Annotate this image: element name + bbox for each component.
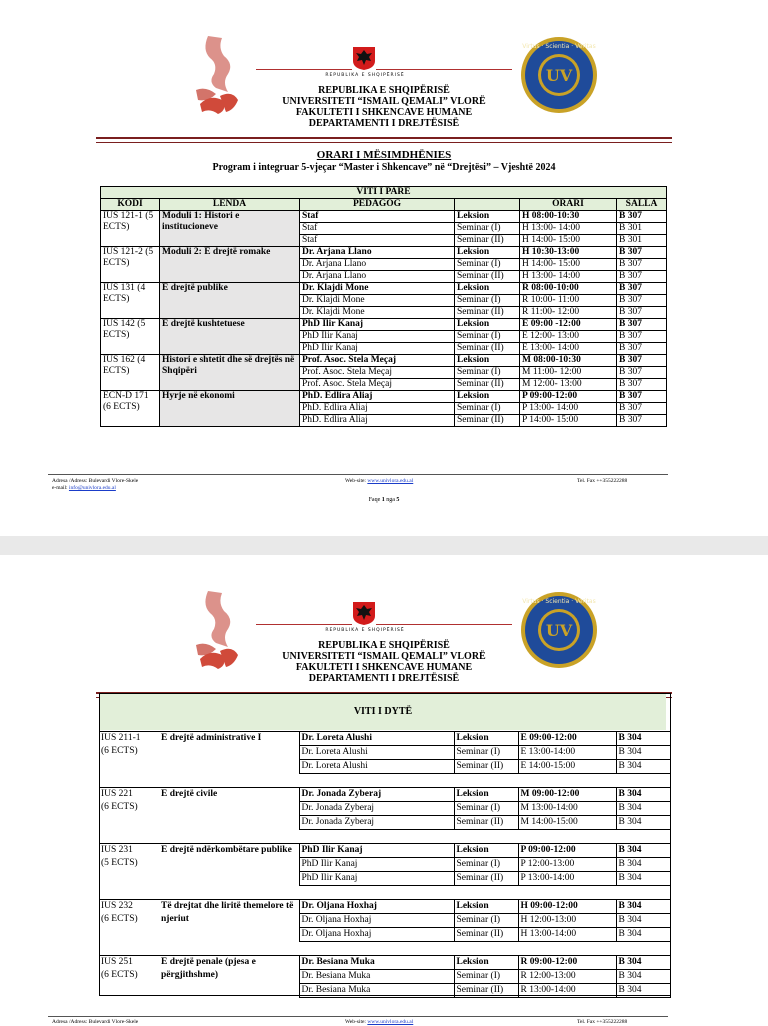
- table-row: [99, 844, 670, 858]
- schedule-time: E 13:00- 14:00: [520, 343, 617, 355]
- session-type: Seminar (II): [455, 415, 520, 427]
- letterhead-2: [0, 555, 768, 700]
- column-header: SALLA: [617, 199, 667, 211]
- lecturer: PhD Ilir Kanaj: [299, 872, 454, 886]
- footer-email-label: e-mail:: [52, 485, 69, 491]
- page-number: Faqe 1 nga 5: [368, 497, 400, 503]
- room: B 307: [617, 343, 667, 355]
- schedule-time: R 13:00-14:00: [518, 984, 616, 998]
- column-header: KODI: [101, 199, 160, 211]
- room: B 304: [616, 788, 670, 802]
- room: B 307: [617, 319, 667, 331]
- room: B 304: [616, 802, 670, 816]
- lecturer: Dr. Besiana Muka: [299, 984, 454, 998]
- lecturer: PhD. Edlira Aliaj: [300, 415, 455, 427]
- course-name: Të drejtat dhe liritë themelore të njeriut: [159, 900, 299, 942]
- footer-web-link[interactable]: www.univlora.edu.al: [367, 478, 414, 484]
- seal-initials: UV: [545, 66, 573, 85]
- heading-department: DEPARTAMENTI I DREJTËSISË: [308, 118, 460, 129]
- table-row: [101, 319, 667, 331]
- table-row: [99, 732, 670, 746]
- room: B 304: [616, 900, 670, 914]
- heading-department: DEPARTAMENTI I DREJTËSISË: [308, 673, 460, 684]
- session-type: Seminar (I): [454, 802, 518, 816]
- row-spacer: [99, 942, 670, 956]
- session-type: Seminar (I): [454, 914, 518, 928]
- schedule-time: P 09:00-12:00: [518, 844, 616, 858]
- room: B 307: [617, 415, 667, 427]
- course-name: Moduli 2: E drejtë romake: [160, 247, 300, 283]
- lecturer: Prof. Asoc. Stela Meçaj: [300, 379, 455, 391]
- schedule-time: R 11:00- 12:00: [520, 307, 617, 319]
- document-subtitle: Program i integruar 5-vjeçar “Master i Shkencave” në “Drejtësi” – Vjeshtë 2024: [212, 162, 556, 173]
- table-row: [99, 956, 670, 970]
- lecturer: Prof. Asoc. Stela Meçaj: [300, 355, 455, 367]
- course-code: IUS 121-2 (5 ECTS): [101, 247, 160, 283]
- schedule-time: H 13:00- 14:00: [520, 271, 617, 283]
- room: B 307: [617, 283, 667, 295]
- institution-heading-2: [0, 640, 768, 684]
- schedule-time: R 08:00-10:00: [520, 283, 617, 295]
- session-type: Leksion: [455, 247, 520, 259]
- schedule-time: M 11:00- 12:00: [520, 367, 617, 379]
- schedule-time: P 14:00- 15:00: [520, 415, 617, 427]
- lecturer: Dr. Besiana Muka: [299, 970, 454, 984]
- session-type: Seminar (II): [454, 760, 518, 774]
- session-type: Seminar (I): [454, 746, 518, 760]
- footer-tel: Tel. Fax ++355222288: [577, 478, 628, 484]
- letterhead: [0, 0, 768, 145]
- session-type: Seminar (II): [455, 271, 520, 283]
- table-row: [101, 391, 667, 403]
- schedule-time: P 12:00-13:00: [518, 858, 616, 872]
- session-type: Leksion: [455, 319, 520, 331]
- lecturer: Dr. Jonada Zyberaj: [299, 816, 454, 830]
- schedule-time: M 13:00-14:00: [518, 802, 616, 816]
- schedule-table-year-1: [100, 186, 667, 427]
- session-type: Seminar (II): [454, 984, 518, 998]
- albanian-eagle-emblem: [350, 45, 378, 71]
- schedule-time: H 13:00- 14:00: [520, 223, 617, 235]
- room: B 304: [616, 816, 670, 830]
- course-code: IUS 251 (6 ECTS): [99, 956, 159, 998]
- heading-republika: REPUBLIKA E SHQIPËRISË: [318, 85, 450, 96]
- session-type: Leksion: [454, 900, 518, 914]
- room: B 307: [617, 367, 667, 379]
- room: B 307: [617, 295, 667, 307]
- session-type: Seminar (I): [455, 367, 520, 379]
- lecturer: Dr. Loreta Alushi: [299, 746, 454, 760]
- room: B 307: [617, 247, 667, 259]
- lecturer: Staf: [300, 223, 455, 235]
- seal-initials: UV: [545, 621, 573, 640]
- table-row: [101, 355, 667, 367]
- lecturer: Prof. Asoc. Stela Meçaj: [300, 367, 455, 379]
- lecturer: PhD Ilir Kanaj: [300, 331, 455, 343]
- room: B 307: [617, 355, 667, 367]
- session-type: Leksion: [455, 283, 520, 295]
- seal-motto: Virtus · Scientia · Veritas: [522, 43, 596, 50]
- lecturer: PhD Ilir Kanaj: [300, 343, 455, 355]
- session-type: Seminar (II): [455, 343, 520, 355]
- session-type: Seminar (I): [455, 223, 520, 235]
- room: B 304: [616, 732, 670, 746]
- room: B 304: [616, 928, 670, 942]
- session-type: Leksion: [455, 211, 520, 223]
- column-header: ORARI: [520, 199, 617, 211]
- institution-heading: [0, 85, 768, 129]
- schedule-time: H 14:00- 15:00: [520, 259, 617, 271]
- schedule-time: M 09:00-12:00: [518, 788, 616, 802]
- course-code: IUS 142 (5 ECTS): [101, 319, 160, 355]
- table-row: [99, 900, 670, 914]
- schedule-time: E 09:00 -12:00: [520, 319, 617, 331]
- course-code: IUS 232 (6 ECTS): [99, 900, 159, 942]
- room: B 301: [617, 223, 667, 235]
- schedule-time: E 12:00- 13:00: [520, 331, 617, 343]
- schedule-time: H 14:00- 15:00: [520, 235, 617, 247]
- course-name: Histori e shtetit dhe së drejtës në Shqipëri: [160, 355, 300, 391]
- schedule-time: P 13:00- 14:00: [520, 403, 617, 415]
- schedule-time: M 08:00-10:30: [520, 355, 617, 367]
- lecturer: Dr. Loreta Alushi: [299, 760, 454, 774]
- lecturer: Dr. Arjana Llano: [300, 271, 455, 283]
- lecturer: Dr. Arjana Llano: [300, 247, 455, 259]
- schedule-time: H 08:00-10:30: [520, 211, 617, 223]
- table-row: [99, 788, 670, 802]
- course-name: Moduli 1: Histori e institucioneve: [160, 211, 300, 247]
- room: B 307: [617, 331, 667, 343]
- lecturer: Dr. Klajdi Mone: [300, 307, 455, 319]
- room: B 304: [616, 970, 670, 984]
- room: B 307: [617, 379, 667, 391]
- schedule-table-year-2: [99, 731, 671, 998]
- course-name: E drejtë administrative I: [159, 732, 299, 774]
- schedule-time: E 13:00-14:00: [518, 746, 616, 760]
- heading-university: UNIVERSITETI “ISMAIL QEMALI” VLORË: [282, 96, 486, 107]
- room: B 304: [616, 844, 670, 858]
- schedule-time: M 14:00-15:00: [518, 816, 616, 830]
- lecturer: Dr. Oljana Hoxhaj: [299, 914, 454, 928]
- session-type: Seminar (II): [454, 816, 518, 830]
- room: B 307: [617, 211, 667, 223]
- room: B 304: [616, 872, 670, 886]
- room: B 304: [616, 984, 670, 998]
- course-code: IUS 131 (4 ECTS): [101, 283, 160, 319]
- footer-web-label: Web-site:: [345, 478, 368, 484]
- schedule-time: E 09:00-12:00: [518, 732, 616, 746]
- room: B 304: [616, 858, 670, 872]
- republika-caption: REPUBLIKA E SHQIPËRISË: [325, 73, 405, 78]
- seal-motto: Virtus · Scientia · Veritas: [522, 598, 596, 605]
- session-type: Seminar (I): [454, 970, 518, 984]
- session-type: Seminar (I): [455, 331, 520, 343]
- lecturer: PhD. Edlira Aliaj: [300, 391, 455, 403]
- course-code: IUS 231 (5 ECTS): [99, 844, 159, 886]
- lecturer: Dr. Klajdi Mone: [300, 295, 455, 307]
- lecturer: PhD Ilir Kanaj: [299, 858, 454, 872]
- session-type: Leksion: [455, 391, 520, 403]
- schedule-time: M 12:00- 13:00: [520, 379, 617, 391]
- schedule-time: H 12:00-13:00: [518, 914, 616, 928]
- schedule-time: R 09:00-12:00: [518, 956, 616, 970]
- footer-web-label: Web-site:: [345, 1019, 368, 1025]
- schedule-time: E 14:00-15:00: [518, 760, 616, 774]
- lecturer: Dr. Jonada Zyberaj: [299, 802, 454, 816]
- row-spacer: [99, 830, 670, 844]
- course-name: Hyrje në ekonomi: [160, 391, 300, 427]
- page-1: [0, 0, 768, 503]
- session-type: Seminar (I): [454, 858, 518, 872]
- course-name: E drejtë penale (pjesa e përgjithshme): [159, 956, 299, 998]
- albanian-eagle-emblem: [350, 600, 378, 626]
- session-type: Leksion: [454, 844, 518, 858]
- footer-tel: Tel. Fax ++355222288: [577, 1019, 628, 1025]
- page-separator: [0, 536, 768, 555]
- lecturer: Dr. Oljana Hoxhaj: [299, 900, 454, 914]
- course-code: IUS 211-1 (6 ECTS): [99, 732, 159, 774]
- session-type: Leksion: [454, 732, 518, 746]
- schedule-time: R 10:00- 11:00: [520, 295, 617, 307]
- session-type: Seminar (I): [455, 295, 520, 307]
- room: B 304: [616, 956, 670, 970]
- course-name: E drejtë ndërkombëtare publike: [159, 844, 299, 886]
- course-name: E drejtë publike: [160, 283, 300, 319]
- column-header: PEDAGOG: [300, 199, 455, 211]
- course-code: ECN-D 171 (6 ECTS): [101, 391, 160, 427]
- lecturer: Dr. Oljana Hoxhaj: [299, 928, 454, 942]
- lecturer: Staf: [300, 211, 455, 223]
- session-type: Seminar (II): [455, 379, 520, 391]
- course-code: IUS 221 (6 ECTS): [99, 788, 159, 830]
- page-2: [0, 555, 768, 700]
- room: B 307: [617, 307, 667, 319]
- heading-republika: REPUBLIKA E SHQIPËRISË: [318, 640, 450, 651]
- column-header: LENDA: [160, 199, 300, 211]
- footer-web-link[interactable]: www.univlora.edu.al: [367, 1019, 414, 1025]
- session-type: Seminar (II): [454, 928, 518, 942]
- year-2-band: VITI I DYTË: [100, 694, 666, 730]
- republika-caption: REPUBLIKA E SHQIPËRISË: [325, 628, 405, 633]
- course-name: E drejtë civile: [159, 788, 299, 830]
- session-type: Seminar (I): [455, 259, 520, 271]
- column-header: [455, 199, 520, 211]
- schedule-time: H 13:00-14:00: [518, 928, 616, 942]
- lecturer: PhD Ilir Kanaj: [300, 319, 455, 331]
- footer-address: Adresa /Adress: Bulevardi Vlore-Skele: [52, 478, 139, 484]
- room: B 304: [616, 746, 670, 760]
- schedule-time: R 12:00-13:00: [518, 970, 616, 984]
- schedule-time: H 10:30-13:00: [520, 247, 617, 259]
- lecturer: Staf: [300, 235, 455, 247]
- heading-faculty: FAKULTETI I SHKENCAVE HUMANE: [295, 107, 473, 118]
- lecturer: Dr. Jonada Zyberaj: [299, 788, 454, 802]
- lecturer: PhD. Edlira Aliaj: [300, 403, 455, 415]
- footer-address: Adresa /Adress: Bulevardi Vlore-Skele: [52, 1019, 139, 1025]
- document-title: ORARI I MËSIMDHËNIES: [316, 149, 452, 161]
- session-type: Leksion: [454, 788, 518, 802]
- room: B 304: [616, 760, 670, 774]
- room: B 301: [617, 235, 667, 247]
- lecturer: Dr. Loreta Alushi: [299, 732, 454, 746]
- room: B 304: [616, 914, 670, 928]
- room: B 307: [617, 259, 667, 271]
- room: B 307: [617, 391, 667, 403]
- table-row: [101, 283, 667, 295]
- course-code: IUS 162 (4 ECTS): [101, 355, 160, 391]
- schedule-time: P 13:00-14:00: [518, 872, 616, 886]
- room: B 307: [617, 403, 667, 415]
- row-spacer: [99, 774, 670, 788]
- session-type: Leksion: [455, 355, 520, 367]
- lecturer: PhD Ilir Kanaj: [299, 844, 454, 858]
- footer-email-link[interactable]: info@univlora.edu.al: [68, 485, 116, 491]
- heading-faculty: FAKULTETI I SHKENCAVE HUMANE: [295, 662, 473, 673]
- table-row: [101, 247, 667, 259]
- session-type: Seminar (I): [455, 403, 520, 415]
- session-type: Seminar (II): [454, 872, 518, 886]
- heading-university: UNIVERSITETI “ISMAIL QEMALI” VLORË: [282, 651, 486, 662]
- session-type: Seminar (II): [455, 307, 520, 319]
- schedule-time: H 09:00-12:00: [518, 900, 616, 914]
- row-spacer: [99, 886, 670, 900]
- course-code: IUS 121-1 (5 ECTS): [101, 211, 160, 247]
- lecturer: Dr. Besiana Muka: [299, 956, 454, 970]
- room: B 307: [617, 271, 667, 283]
- course-name: E drejtë kushtetuese: [160, 319, 300, 355]
- table-row: [101, 211, 667, 223]
- session-type: Seminar (II): [455, 235, 520, 247]
- schedule-time: P 09:00-12:00: [520, 391, 617, 403]
- lecturer: Dr. Klajdi Mone: [300, 283, 455, 295]
- session-type: Leksion: [454, 956, 518, 970]
- lecturer: Dr. Arjana Llano: [300, 259, 455, 271]
- year-1-band: VITI I PARE: [101, 187, 667, 199]
